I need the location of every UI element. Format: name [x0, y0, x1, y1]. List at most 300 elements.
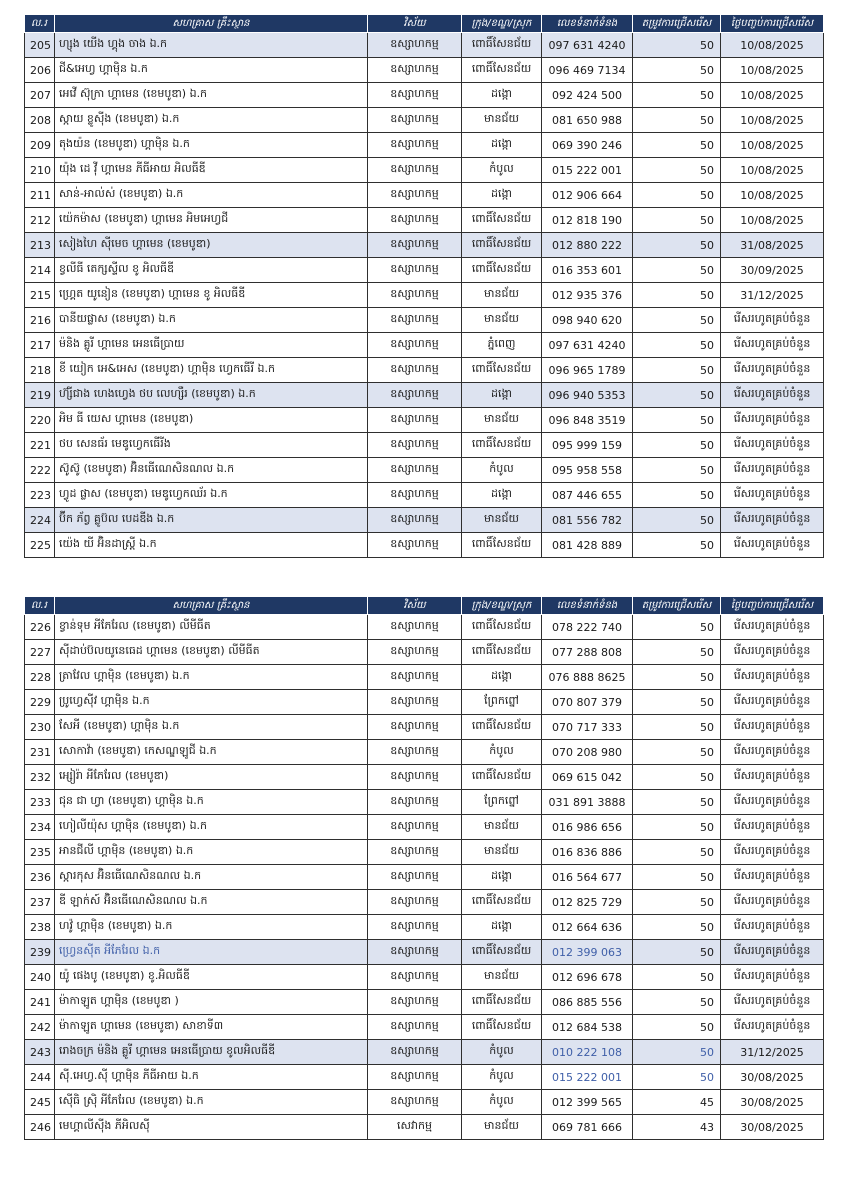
table-row — [25, 508, 824, 533]
row-number: 222 — [25, 458, 55, 483]
phone-number: 012 935 376 — [542, 283, 633, 308]
deadline: 31/12/2025 — [721, 1040, 824, 1065]
district: កំបូល — [462, 740, 542, 765]
sector: ឧស្សាហកម្ម — [368, 690, 462, 715]
enterprise-name: សោកាវ៉ា (ខេមបូឌា) កេសណ្ឌឡូជី ឯ.ក — [55, 740, 368, 765]
deadline: រើសរហូតគ្រប់ចំនួន — [721, 308, 824, 333]
header-phone: លេខទំនាក់ទំនង — [542, 597, 633, 615]
deadline: 10/08/2025 — [721, 58, 824, 83]
enterprise-name: ស៊ើធិ ស្រ៊ិ អីភែរែល (ខេមបូឌា) ឯ.ក — [55, 1090, 368, 1115]
table-row — [25, 383, 824, 408]
deadline: រើសរហូតគ្រប់ចំនួន — [721, 690, 824, 715]
enterprise-name: ហ្សុង យើង ហ្គុង ចាង ឯ.ក — [55, 33, 368, 58]
district: ពោធិ៍សែនជ័យ — [462, 58, 542, 83]
phone-number: 086 885 556 — [542, 990, 633, 1015]
deadline: រើសរហូតគ្រប់ចំនួន — [721, 383, 824, 408]
phone-number: 016 564 677 — [542, 865, 633, 890]
enterprise-name: សែអី (ខេមបូឌា) ហ្គាម៉ិន ឯ.ក — [55, 715, 368, 740]
deadline: រើសរហូតគ្រប់ចំនួន — [721, 790, 824, 815]
recruit-quantity: 50 — [633, 508, 721, 533]
recruit-quantity: 50 — [633, 640, 721, 665]
sector: ឧស្សាហកម្ម — [368, 615, 462, 640]
header-phone: លេខទំនាក់ទំនង — [542, 15, 633, 33]
district: ពោធិ៍សែនជ័យ — [462, 890, 542, 915]
row-number: 241 — [25, 990, 55, 1015]
enterprise-name: យ៉ូ ផេងបូ (ខេមបូឌា) ខូ.អិលធីឌី — [55, 965, 368, 990]
recruit-quantity: 50 — [633, 233, 721, 258]
enterprise-name: ស្កាយ ខ្លូស៊ីង (ខេមបូឌា) ឯ.ក — [55, 108, 368, 133]
enterprise-name: អ្សៀរ៉ា អីភែរែល (ខេមបូឌា) — [55, 765, 368, 790]
phone-number: 095 958 558 — [542, 458, 633, 483]
district: ព្រែកព្នៅ — [462, 790, 542, 815]
phone-number: 070 807 379 — [542, 690, 633, 715]
table-row — [25, 83, 824, 108]
table-row — [25, 940, 824, 965]
sector: ឧស្សាហកម្ម — [368, 433, 462, 458]
phone-number: 016 353 601 — [542, 258, 633, 283]
row-number: 228 — [25, 665, 55, 690]
sector: ឧស្សាហកម្ម — [368, 840, 462, 865]
table-row — [25, 1115, 824, 1140]
district: ពោធិ៍សែនជ័យ — [462, 765, 542, 790]
header-demand: តម្រូវការជ្រើសរើស — [633, 15, 721, 33]
table-row — [25, 915, 824, 940]
district: មានជ័យ — [462, 840, 542, 865]
sector: ឧស្សាហកម្ម — [368, 940, 462, 965]
row-number: 215 — [25, 283, 55, 308]
table-row — [25, 715, 824, 740]
deadline: 10/08/2025 — [721, 183, 824, 208]
sector: ឧស្សាហកម្ម — [368, 533, 462, 558]
recruit-quantity: 50 — [633, 790, 721, 815]
table-row — [25, 640, 824, 665]
table-row — [25, 208, 824, 233]
employer-table-1 — [24, 14, 824, 558]
row-number: 238 — [25, 915, 55, 940]
sector: ឧស្សាហកម្ម — [368, 483, 462, 508]
header-deadline: ថ្ងៃបញ្ចប់ការជ្រើសរើស — [721, 15, 824, 33]
district: កំបូល — [462, 158, 542, 183]
table-row — [25, 308, 824, 333]
sector: ឧស្សាហកម្ម — [368, 233, 462, 258]
phone-number: 015 222 001 — [542, 158, 633, 183]
deadline: រើសរហូតគ្រប់ចំនួន — [721, 533, 824, 558]
row-number: 227 — [25, 640, 55, 665]
district: មានជ័យ — [462, 965, 542, 990]
deadline: រើសរហូតគ្រប់ចំនួន — [721, 1015, 824, 1040]
recruit-quantity: 50 — [633, 133, 721, 158]
header-district: ក្រុង/ខណ្ឌ/ស្រុក — [462, 597, 542, 615]
enterprise-name: ហ្វូដ ផ្លាស (ខេមបូឌា) មេឌូហ្វេកឈ័រ ឯ.ក — [55, 483, 368, 508]
deadline: 10/08/2025 — [721, 133, 824, 158]
district: ដង្កោ — [462, 133, 542, 158]
enterprise-name: ហ្វ្រេនស៊ីត អីភែរែល ឯ.ក — [55, 940, 368, 965]
recruit-quantity: 50 — [633, 408, 721, 433]
table-row — [25, 1090, 824, 1115]
phone-number: 012 399 063 — [542, 940, 633, 965]
row-number: 214 — [25, 258, 55, 283]
sector: ឧស្សាហកម្ម — [368, 765, 462, 790]
deadline: រើសរហូតគ្រប់ចំនួន — [721, 640, 824, 665]
row-number: 224 — [25, 508, 55, 533]
enterprise-name: ប្រូហ្វេស៊ីវ ហ្គាម៉ិន ឯ.ក — [55, 690, 368, 715]
recruit-quantity: 50 — [633, 108, 721, 133]
sector: ឧស្សាហកម្ម — [368, 715, 462, 740]
sector: ឧស្សាហកម្ម — [368, 258, 462, 283]
sector: ឧស្សាហកម្ម — [368, 915, 462, 940]
recruit-quantity: 50 — [633, 433, 721, 458]
sector: ឧស្សាហកម្ម — [368, 108, 462, 133]
sector: ឧស្សាហកម្ម — [368, 640, 462, 665]
row-number: 208 — [25, 108, 55, 133]
enterprise-name: ស្ការកុស អ៊ិនធើណេសិនណល ឯ.ក — [55, 865, 368, 890]
recruit-quantity: 50 — [633, 840, 721, 865]
enterprise-name: ខ្វលីធី តេក្សស្ទីល ខូ អិលធីឌី — [55, 258, 368, 283]
row-number: 219 — [25, 383, 55, 408]
deadline: 10/08/2025 — [721, 108, 824, 133]
recruit-quantity: 50 — [633, 740, 721, 765]
deadline: 30/08/2025 — [721, 1115, 824, 1140]
deadline: រើសរហូតគ្រប់ចំនួន — [721, 840, 824, 865]
table-row — [25, 840, 824, 865]
recruit-quantity: 50 — [633, 208, 721, 233]
enterprise-name: ម៉និង គ្លូរី ហ្គាមេន អេនធើប្រាយ — [55, 333, 368, 358]
table-row — [25, 158, 824, 183]
phone-number: 098 940 620 — [542, 308, 633, 333]
phone-number: 096 940 5353 — [542, 383, 633, 408]
row-number: 206 — [25, 58, 55, 83]
enterprise-name: ប៊ីក ភ័ព្វ គ្លូប៊ល បេដឌីង ឯ.ក — [55, 508, 368, 533]
recruit-quantity: 50 — [633, 383, 721, 408]
sector: ឧស្សាហកម្ម — [368, 1015, 462, 1040]
phone-number: 070 208 980 — [542, 740, 633, 765]
table-row — [25, 1065, 824, 1090]
recruit-quantity: 50 — [633, 1040, 721, 1065]
recruit-quantity: 50 — [633, 665, 721, 690]
row-number: 245 — [25, 1090, 55, 1115]
row-number: 240 — [25, 965, 55, 990]
enterprise-name: ឌី ឡាក់ស៍ អ៊ិនធើណេសិនណល ឯ.ក — [55, 890, 368, 915]
table-row — [25, 765, 824, 790]
enterprise-name: ស៊ី.អេហ្វ.ស៊ី ហ្គាម៉ិន ភីធីអាយ ឯ.ក — [55, 1065, 368, 1090]
table-row — [25, 533, 824, 558]
district: ពោធិ៍សែនជ័យ — [462, 715, 542, 740]
sector: ឧស្សាហកម្ម — [368, 308, 462, 333]
district: ពោធិ៍សែនជ័យ — [462, 533, 542, 558]
header-enterprise: សហគ្រាស គ្រឹះស្ថាន — [55, 15, 368, 33]
recruit-quantity: 50 — [633, 915, 721, 940]
header-demand: តម្រូវការជ្រើសរើស — [633, 597, 721, 615]
district: ពោធិ៍សែនជ័យ — [462, 233, 542, 258]
sector: ឧស្សាហកម្ម — [368, 133, 462, 158]
header-enterprise: សហគ្រាស គ្រឹះស្ថាន — [55, 597, 368, 615]
header-sector: វិស័យ — [368, 15, 462, 33]
deadline: 10/08/2025 — [721, 158, 824, 183]
phone-number: 096 848 3519 — [542, 408, 633, 433]
recruit-quantity: 50 — [633, 965, 721, 990]
phone-number: 012 818 190 — [542, 208, 633, 233]
deadline: 10/08/2025 — [721, 208, 824, 233]
district: ពោធិ៍សែនជ័យ — [462, 990, 542, 1015]
sector: ឧស្សាហកម្ម — [368, 815, 462, 840]
phone-number: 010 222 108 — [542, 1040, 633, 1065]
enterprise-name: រោងចក្រ ម៉និង គ្លូរី ហ្គាមេន អេនធើប្រាយ ខូលអិលធីឌី — [55, 1040, 368, 1065]
phone-number: 069 390 246 — [542, 133, 633, 158]
deadline: រើសរហូតគ្រប់ចំនួន — [721, 815, 824, 840]
header-number: ល.រ — [25, 597, 55, 615]
row-number: 217 — [25, 333, 55, 358]
table-row — [25, 890, 824, 915]
enterprise-name: ម៉ាកាឡូត ហ្គាម៉ិន (ខេមបូឌា ) — [55, 990, 368, 1015]
district: ពោធិ៍សែនជ័យ — [462, 258, 542, 283]
recruit-quantity: 50 — [633, 33, 721, 58]
sector: ឧស្សាហកម្ម — [368, 1065, 462, 1090]
sector: ឧស្សាហកម្ម — [368, 965, 462, 990]
recruit-quantity: 50 — [633, 715, 721, 740]
sector: ឧស្សាហកម្ម — [368, 283, 462, 308]
enterprise-name: យ៉េង យី អ៊ិនដាស្ត្រី ឯ.ក — [55, 533, 368, 558]
table-row — [25, 433, 824, 458]
phone-number: 012 684 538 — [542, 1015, 633, 1040]
table-row — [25, 483, 824, 508]
recruit-quantity: 50 — [633, 483, 721, 508]
row-number: 225 — [25, 533, 55, 558]
table-header-row — [25, 15, 824, 33]
row-number: 229 — [25, 690, 55, 715]
table-row — [25, 815, 824, 840]
deadline: រើសរហូតគ្រប់ចំនួន — [721, 508, 824, 533]
row-number: 210 — [25, 158, 55, 183]
sector: ឧស្សាហកម្ម — [368, 333, 462, 358]
sector: ឧស្សាហកម្ម — [368, 83, 462, 108]
phone-number: 095 999 159 — [542, 433, 633, 458]
district: មានជ័យ — [462, 408, 542, 433]
enterprise-name: អិម ធី យេស ហ្គាមេន (ខេមបូឌា) — [55, 408, 368, 433]
sector: ឧស្សាហកម្ម — [368, 358, 462, 383]
district: មានជ័យ — [462, 108, 542, 133]
table-row — [25, 458, 824, 483]
row-number: 232 — [25, 765, 55, 790]
row-number: 244 — [25, 1065, 55, 1090]
table-row — [25, 133, 824, 158]
deadline: 31/08/2025 — [721, 233, 824, 258]
phone-number: 096 469 7134 — [542, 58, 633, 83]
enterprise-name: ថប សេនធ័រ មេឌូហ្វេកធើរីង — [55, 433, 368, 458]
sector: ឧស្សាហកម្ម — [368, 790, 462, 815]
table-row — [25, 615, 824, 640]
table-row — [25, 258, 824, 283]
table-row — [25, 1040, 824, 1065]
sector: ឧស្សាហកម្ម — [368, 208, 462, 233]
phone-number: 076 888 8625 — [542, 665, 633, 690]
recruit-quantity: 50 — [633, 990, 721, 1015]
deadline: រើសរហូតគ្រប់ចំនួន — [721, 990, 824, 1015]
phone-number: 081 556 782 — [542, 508, 633, 533]
phone-number: 087 446 655 — [542, 483, 633, 508]
deadline: រើសរហូតគ្រប់ចំនួន — [721, 458, 824, 483]
district: មានជ័យ — [462, 508, 542, 533]
row-number: 237 — [25, 890, 55, 915]
sector: ឧស្សាហកម្ម — [368, 1090, 462, 1115]
employer-table-2 — [24, 596, 824, 1140]
deadline: រើសរហូតគ្រប់ចំនួន — [721, 433, 824, 458]
enterprise-name: យ៉ុង ដេ វ៉ី ហ្គាមេន ភីធីអាយ អិលធីឌី — [55, 158, 368, 183]
sector: ឧស្សាហកម្ម — [368, 990, 462, 1015]
deadline: រើសរហូតគ្រប់ចំនួន — [721, 408, 824, 433]
district: ដង្កោ — [462, 665, 542, 690]
row-number: 205 — [25, 33, 55, 58]
header-district: ក្រុង/ខណ្ឌ/ស្រុក — [462, 15, 542, 33]
table-row — [25, 790, 824, 815]
sector: ឧស្សាហកម្ម — [368, 665, 462, 690]
phone-number: 012 825 729 — [542, 890, 633, 915]
enterprise-name: អានជីលី ហ្គាម៉ិន (ខេមបូឌា) ឯ.ក — [55, 840, 368, 865]
phone-number: 012 696 678 — [542, 965, 633, 990]
table-row — [25, 990, 824, 1015]
district: មានជ័យ — [462, 283, 542, 308]
enterprise-name: ស៊ូស៊ូ (ខេមបូឌា) អ៊ិនធើណេសិនណល ឯ.ក — [55, 458, 368, 483]
header-deadline: ថ្ងៃបញ្ចប់ការជ្រើសរើស — [721, 597, 824, 615]
phone-number: 070 717 333 — [542, 715, 633, 740]
table-row — [25, 965, 824, 990]
district: ដង្កោ — [462, 83, 542, 108]
district: ពោធិ៍សែនជ័យ — [462, 433, 542, 458]
phone-number: 012 906 664 — [542, 183, 633, 208]
header-sector: វិស័យ — [368, 597, 462, 615]
phone-number: 077 288 808 — [542, 640, 633, 665]
sector: ឧស្សាហកម្ម — [368, 458, 462, 483]
deadline: រើសរហូតគ្រប់ចំនួន — [721, 483, 824, 508]
row-number: 239 — [25, 940, 55, 965]
row-number: 209 — [25, 133, 55, 158]
sector: ឧស្សាហកម្ម — [368, 383, 462, 408]
sector: សេវាកម្ម — [368, 1115, 462, 1140]
enterprise-name: តុងយ៉ន (ខេមបូឌា) ហ្គាម៉ិន ឯ.ក — [55, 133, 368, 158]
recruit-quantity: 50 — [633, 940, 721, 965]
deadline: រើសរហូតគ្រប់ចំនួន — [721, 965, 824, 990]
row-number: 242 — [25, 1015, 55, 1040]
phone-number: 081 650 988 — [542, 108, 633, 133]
table-row — [25, 283, 824, 308]
recruit-quantity: 50 — [633, 815, 721, 840]
recruit-quantity: 50 — [633, 865, 721, 890]
phone-number: 078 222 740 — [542, 615, 633, 640]
table-row — [25, 665, 824, 690]
recruit-quantity: 50 — [633, 333, 721, 358]
phone-number: 069 781 666 — [542, 1115, 633, 1140]
table-row — [25, 690, 824, 715]
deadline: 10/08/2025 — [721, 83, 824, 108]
phone-number: 031 891 3888 — [542, 790, 633, 815]
row-number: 213 — [25, 233, 55, 258]
deadline: រើសរហូតគ្រប់ចំនួន — [721, 865, 824, 890]
row-number: 243 — [25, 1040, 55, 1065]
row-number: 216 — [25, 308, 55, 333]
enterprise-name: អេវើ ស៊ុក្រា ហ្គាមេន (ខេមបូឌា) ឯ.ក — [55, 83, 368, 108]
enterprise-name: មេហ្គាលីស៊ីង ភីអិលស៊ី — [55, 1115, 368, 1140]
sector: ឧស្សាហកម្ម — [368, 1040, 462, 1065]
sector: ឧស្សាហកម្ម — [368, 740, 462, 765]
row-number: 230 — [25, 715, 55, 740]
district: ដង្កោ — [462, 865, 542, 890]
phone-number: 016 986 656 — [542, 815, 633, 840]
recruit-quantity: 50 — [633, 890, 721, 915]
district: កំបូល — [462, 1065, 542, 1090]
header-number: ល.រ — [25, 15, 55, 33]
row-number: 236 — [25, 865, 55, 890]
phone-number: 092 424 500 — [542, 83, 633, 108]
table-row — [25, 358, 824, 383]
row-number: 231 — [25, 740, 55, 765]
district: ពោធិ៍សែនជ័យ — [462, 358, 542, 383]
district: ដង្កោ — [462, 483, 542, 508]
deadline: រើសរហូតគ្រប់ចំនួន — [721, 715, 824, 740]
table-row — [25, 408, 824, 433]
deadline: 10/08/2025 — [721, 33, 824, 58]
district: មានជ័យ — [462, 1115, 542, 1140]
table-row — [25, 233, 824, 258]
recruit-quantity: 50 — [633, 690, 721, 715]
deadline: រើសរហូតគ្រប់ចំនួន — [721, 940, 824, 965]
sector: ឧស្សាហកម្ម — [368, 865, 462, 890]
sector: ឧស្សាហកម្ម — [368, 33, 462, 58]
phone-number: 081 428 889 — [542, 533, 633, 558]
sector: ឧស្សាហកម្ម — [368, 890, 462, 915]
enterprise-name: ហវ៉ូ ហ្គាម៉ិន (ខេមបូឌា) ឯ.ក — [55, 915, 368, 940]
recruit-quantity: 50 — [633, 308, 721, 333]
district: កំបូល — [462, 458, 542, 483]
table-header-row — [25, 597, 824, 615]
row-number: 218 — [25, 358, 55, 383]
row-number: 234 — [25, 815, 55, 840]
row-number: 235 — [25, 840, 55, 865]
table-row — [25, 108, 824, 133]
sector: ឧស្សាហកម្ម — [368, 508, 462, 533]
deadline: រើសរហូតគ្រប់ចំនួន — [721, 358, 824, 383]
enterprise-name: ខី យៀក អេ&អេស (ខេមបូឌា) ហ្គាម៉ិន ហ្វេកធើរី ឯ.ក — [55, 358, 368, 383]
district: ដង្កោ — [462, 183, 542, 208]
district: ពោធិ៍សែនជ័យ — [462, 940, 542, 965]
deadline: 30/09/2025 — [721, 258, 824, 283]
enterprise-name: សាន់-អាល់ស់ (ខេមបូឌា) ឯ.ក — [55, 183, 368, 208]
recruit-quantity: 50 — [633, 258, 721, 283]
table-row — [25, 33, 824, 58]
phone-number: 016 836 886 — [542, 840, 633, 865]
phone-number: 012 664 636 — [542, 915, 633, 940]
phone-number: 012 399 565 — [542, 1090, 633, 1115]
row-number: 226 — [25, 615, 55, 640]
deadline: រើសរហូតគ្រប់ចំនួន — [721, 665, 824, 690]
enterprise-name: ជី&អេហ្វ ហ្គាម៉ិន ឯ.ក — [55, 58, 368, 83]
recruit-quantity: 43 — [633, 1115, 721, 1140]
recruit-quantity: 50 — [633, 1015, 721, 1040]
table-row — [25, 740, 824, 765]
district: ដង្កោ — [462, 383, 542, 408]
table-row — [25, 333, 824, 358]
district: ពោធិ៍សែនជ័យ — [462, 640, 542, 665]
row-number: 220 — [25, 408, 55, 433]
sector: ឧស្សាហកម្ម — [368, 158, 462, 183]
phone-number: 097 631 4240 — [542, 33, 633, 58]
deadline: រើសរហូតគ្រប់ចំនួន — [721, 765, 824, 790]
deadline: 30/08/2025 — [721, 1090, 824, 1115]
deadline: រើសរហូតគ្រប់ចំនួន — [721, 890, 824, 915]
recruit-quantity: 50 — [633, 765, 721, 790]
district: មានជ័យ — [462, 308, 542, 333]
enterprise-name: ខ្វាន់ទុម អីភែរែល (ខេមបូឌា) លីមីធីត — [55, 615, 368, 640]
deadline: 31/12/2025 — [721, 283, 824, 308]
district: ពោធិ៍សែនជ័យ — [462, 208, 542, 233]
